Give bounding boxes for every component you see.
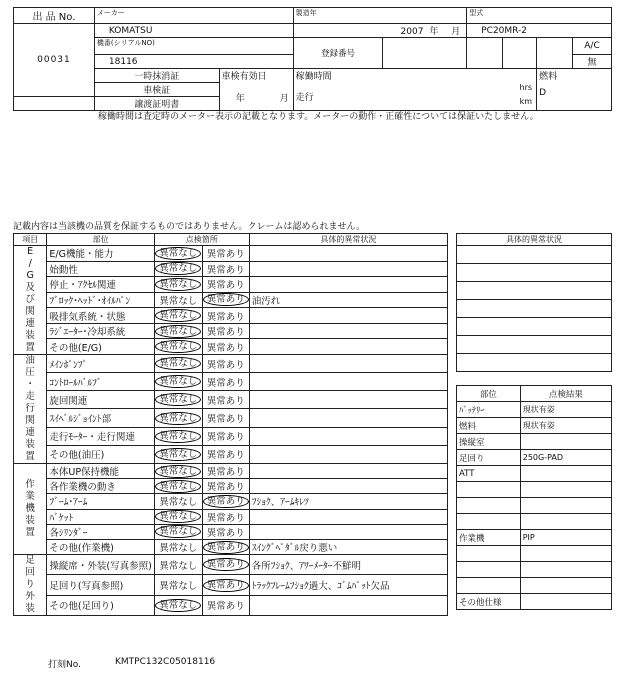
option-abnormal[interactable]: 異常あり <box>206 280 245 292</box>
category-char: 機 <box>25 503 35 515</box>
table-row <box>14 539 448 554</box>
result-part: 作業機 <box>457 530 521 546</box>
option-abnormal[interactable]: 異常あり <box>206 377 245 389</box>
category-char: 置 <box>25 451 35 462</box>
table-row <box>14 373 448 391</box>
option-cell-normal <box>154 595 202 615</box>
reg-cell-2 <box>467 38 503 69</box>
option-normal[interactable]: 異常なし <box>155 325 201 338</box>
option-cell-abnormal <box>202 355 249 373</box>
result-part <box>457 546 521 562</box>
side-detail-row <box>457 246 612 264</box>
lot-label: 出 品 No. <box>14 8 95 24</box>
option-abnormal[interactable]: 異常あり <box>206 359 245 371</box>
option-normal[interactable]: 異常なし <box>159 543 198 555</box>
part-cell: ﾌﾞｰﾑ･ｱｰﾑ <box>47 494 154 509</box>
option-abnormal[interactable]: 異常あり <box>206 467 245 479</box>
option-cell-normal <box>154 246 202 262</box>
table-row <box>14 524 448 539</box>
serial-value: 18116 <box>94 55 293 69</box>
year-field <box>293 24 467 38</box>
result-header-result: 点検結果 <box>520 386 611 402</box>
part-cell: その他(足回り) <box>47 595 154 615</box>
option-normal[interactable]: 異常なし <box>155 480 201 493</box>
category-char: 連 <box>25 427 35 438</box>
detail-cell <box>249 261 447 277</box>
detail-cell <box>249 391 447 409</box>
part-cell: その他(作業機) <box>47 539 154 554</box>
table-row <box>14 427 448 445</box>
option-cell-normal <box>154 575 202 595</box>
option-normal[interactable]: 異常なし <box>155 525 201 538</box>
side-detail-row <box>457 264 612 282</box>
table-row <box>14 391 448 409</box>
option-normal[interactable]: 異常なし <box>155 599 201 612</box>
inspection-table <box>13 233 448 616</box>
option-cell-normal <box>154 391 202 409</box>
side-detail-row <box>457 354 612 372</box>
side-detail-cell <box>457 300 612 318</box>
category-cell <box>14 355 47 464</box>
detail-cell: 各所ﾌｼｮｸ、ｱﾜｰﾒｰﾀｰ不鮮明 <box>249 555 447 575</box>
fuel-field <box>537 69 612 111</box>
inspection-label: 車検有効日 <box>221 72 267 82</box>
option-normal[interactable]: 異常なし <box>159 581 198 593</box>
header-part: 部位 <box>47 234 154 246</box>
table-row <box>14 246 448 262</box>
side-detail-cell <box>457 336 612 354</box>
option-abnormal[interactable]: 異常あり <box>206 512 245 524</box>
option-normal[interactable]: 異常なし <box>155 448 201 461</box>
hours-label: 稼働時間 <box>295 72 332 82</box>
option-normal[interactable]: 異常なし <box>155 262 201 275</box>
option-cell-abnormal <box>202 323 249 339</box>
option-cell-normal <box>154 355 202 373</box>
category-cell <box>14 555 47 616</box>
result-row <box>457 482 612 498</box>
category-cell <box>14 246 47 355</box>
option-normal[interactable]: 異常なし <box>159 295 198 307</box>
result-value <box>520 578 611 594</box>
option-cell-normal <box>154 494 202 509</box>
option-cell-normal <box>154 323 202 339</box>
side-detail-row <box>457 336 612 354</box>
result-row <box>457 546 612 562</box>
km-unit: km <box>519 97 533 106</box>
category-char: び <box>25 294 35 305</box>
maker-value: KOMATSU <box>94 24 293 38</box>
temp-reg-label: 一時抹消証 <box>94 69 219 83</box>
result-row <box>457 578 612 594</box>
detail-cell <box>249 409 447 427</box>
result-part: その他仕様 <box>457 594 521 610</box>
result-part: 足回り <box>457 450 521 466</box>
detail-cell: 油汚れ <box>249 292 447 308</box>
option-cell-normal <box>154 479 202 494</box>
option-abnormal[interactable]: 異常あり <box>203 293 249 306</box>
option-normal[interactable]: 異常なし <box>155 357 201 370</box>
side-detail-table <box>456 233 612 372</box>
result-row <box>457 450 612 466</box>
option-abnormal[interactable]: 異常あり <box>203 579 249 592</box>
part-cell: 足回り(写真参照) <box>47 575 154 595</box>
result-part: ﾊﾞｯﾃﾘｰ <box>457 402 521 418</box>
table-row <box>14 494 448 509</box>
stamp-value: KMTPC132C05018116 <box>115 657 216 667</box>
option-abnormal[interactable]: 異常あり <box>206 264 245 276</box>
option-cell-normal <box>154 339 202 355</box>
year-value: 2007 <box>400 27 424 37</box>
detail-cell <box>249 595 447 615</box>
result-row <box>457 466 612 482</box>
option-cell-normal <box>154 261 202 277</box>
option-abnormal[interactable]: 異常あり <box>203 495 249 508</box>
table-row <box>14 277 448 293</box>
month-unit: 月 <box>451 27 461 37</box>
part-cell: ｺﾝﾄﾛｰﾙﾊﾞﾙﾌﾞ <box>47 373 154 391</box>
detail-cell: ﾄﾗｯｸﾌﾚｰﾑﾌｼｮｸ過大、ｺﾞﾑﾊﾟｯﾄ欠品 <box>249 575 447 595</box>
result-value <box>520 562 611 578</box>
result-row <box>457 418 612 434</box>
category-char: 作 <box>25 479 35 491</box>
detail-cell <box>249 308 447 324</box>
result-value: 現状有姿 <box>520 402 611 418</box>
fuel-label: 燃料 <box>539 72 558 82</box>
detail-cell <box>249 246 447 262</box>
part-cell: ﾒｲﾝﾎﾟﾝﾌﾟ <box>47 355 154 373</box>
detail-cell <box>249 277 447 293</box>
reg-cell-1 <box>383 38 467 69</box>
category-char: 連 <box>25 318 35 329</box>
category-char: 走 <box>25 391 35 402</box>
category-char: 置 <box>25 342 35 353</box>
table-row <box>14 555 448 575</box>
option-abnormal[interactable]: 異常あり <box>203 541 249 554</box>
option-abnormal[interactable]: 異常あり <box>206 311 245 323</box>
result-value <box>520 594 611 610</box>
option-cell-normal <box>154 555 202 575</box>
option-cell-abnormal <box>202 595 249 615</box>
detail-cell <box>249 445 447 463</box>
vehicle-info-table <box>13 7 612 111</box>
option-cell-abnormal <box>202 246 249 262</box>
model-label: 型式 <box>469 9 484 17</box>
result-row <box>457 434 612 450</box>
category-char: 圧 <box>25 367 35 378</box>
table-row <box>14 323 448 339</box>
option-cell-abnormal <box>202 373 249 391</box>
result-value <box>520 514 611 530</box>
detail-cell <box>249 339 447 355</box>
category-char: 関 <box>25 306 35 317</box>
option-cell-normal <box>154 509 202 524</box>
detail-cell <box>249 323 447 339</box>
part-cell: 操縦席・外装(写真参照) <box>47 555 154 575</box>
option-normal[interactable]: 異常なし <box>155 309 201 322</box>
category-char: 回 <box>25 567 35 579</box>
inspection-month-unit: 月 <box>279 94 289 104</box>
option-cell-normal <box>154 292 202 308</box>
option-cell-normal <box>154 373 202 391</box>
table-row <box>14 261 448 277</box>
category-char: 装 <box>25 603 35 615</box>
result-row <box>457 498 612 514</box>
option-cell-abnormal <box>202 464 249 479</box>
side-detail-cell <box>457 282 612 300</box>
option-abnormal[interactable]: 異常あり <box>206 342 245 354</box>
option-abnormal[interactable]: 異常あり <box>206 527 245 539</box>
result-part: ATT <box>457 466 521 482</box>
option-abnormal[interactable]: 異常あり <box>206 482 245 494</box>
category-char: 行 <box>25 403 35 414</box>
option-cell-abnormal <box>202 391 249 409</box>
part-cell: ｽｲﾍﾞﾙｼﾞｮｲﾝﾄ部 <box>47 409 154 427</box>
side-detail-cell <box>457 318 612 336</box>
part-cell: その他(油圧) <box>47 445 154 463</box>
option-cell-normal <box>154 277 202 293</box>
option-normal[interactable]: 異常なし <box>155 375 201 388</box>
option-cell-normal <box>154 445 202 463</box>
table-row <box>14 308 448 324</box>
result-row <box>457 594 612 610</box>
year-label: 製造年 <box>295 9 317 17</box>
option-normal[interactable]: 異常なし <box>155 278 201 291</box>
reg-label: 登録番号 <box>293 38 383 69</box>
table-row <box>14 464 448 479</box>
option-cell-normal <box>154 524 202 539</box>
option-cell-abnormal <box>202 575 249 595</box>
category-char: り <box>25 579 35 591</box>
part-cell: 各ｼﾘﾝﾀﾞｰ <box>47 524 154 539</box>
option-cell-abnormal <box>202 277 249 293</box>
option-abnormal[interactable]: 異常あり <box>203 558 249 571</box>
table-row <box>14 575 448 595</box>
detail-cell: ｽｲﾝｸﾞﾍﾟﾀﾞﾙ戻り悪い <box>249 539 447 554</box>
option-normal[interactable]: 異常なし <box>155 510 201 523</box>
travel-label: 走行 <box>295 93 314 103</box>
table-row <box>14 479 448 494</box>
part-cell: ﾗｼﾞｴｰﾀｰ･冷却系統 <box>47 323 154 339</box>
result-part <box>457 482 521 498</box>
reg-cell-4 <box>537 38 573 69</box>
detail-cell <box>249 355 447 373</box>
option-normal[interactable]: 異常なし <box>155 465 201 478</box>
disclaimer-note: 記載内容は当該機の品質を保証するものではありません。クレームは認められません。 <box>13 222 366 232</box>
part-cell: 吸排気系統・状態 <box>47 308 154 324</box>
detail-cell <box>249 427 447 445</box>
year-unit: 年 <box>429 27 439 37</box>
side-detail-header: 具体的異常状況 <box>457 234 612 246</box>
category-char: E <box>27 246 34 257</box>
inspection-field <box>219 69 293 111</box>
category-char: 装 <box>25 330 35 341</box>
option-cell-abnormal <box>202 539 249 554</box>
option-normal[interactable]: 異常なし <box>155 340 201 353</box>
option-cell-abnormal <box>202 308 249 324</box>
result-value <box>520 434 611 450</box>
vehicle-cert-label: 車検証 <box>94 83 219 97</box>
detail-cell: ﾌｼｮｸ、ｱｰﾑｷﾚﾂ <box>249 494 447 509</box>
category-char: 及 <box>25 282 35 293</box>
result-header-part: 部位 <box>457 386 521 402</box>
part-cell: その他(E/G) <box>47 339 154 355</box>
option-cell-abnormal <box>202 445 249 463</box>
side-detail-row <box>457 318 612 336</box>
detail-cell <box>249 509 447 524</box>
transfer-cert-label: 譲渡証明書 <box>94 97 219 111</box>
table-row <box>14 509 448 524</box>
result-value <box>520 466 611 482</box>
option-normal[interactable]: 異常なし <box>159 560 198 572</box>
category-char: 装 <box>25 439 35 450</box>
table-row <box>14 445 448 463</box>
model-value: PC20MR-2 <box>467 24 612 38</box>
detail-cell <box>249 373 447 391</box>
table-row <box>14 292 448 308</box>
option-cell-abnormal <box>202 427 249 445</box>
category-char: 外 <box>25 591 35 603</box>
category-char: G <box>26 270 34 281</box>
result-value: PIP <box>520 530 611 546</box>
table-row <box>14 355 448 373</box>
table-row <box>14 595 448 615</box>
category-char: 業 <box>25 491 35 503</box>
detail-cell <box>249 464 447 479</box>
option-normal[interactable]: 異常なし <box>155 430 201 443</box>
result-part: 燃料 <box>457 418 521 434</box>
side-detail-cell <box>457 264 612 282</box>
option-cell-abnormal <box>202 494 249 509</box>
option-cell-abnormal <box>202 509 249 524</box>
header-check: 点検箇所 <box>154 234 249 246</box>
option-abnormal[interactable]: 異常あり <box>206 601 245 613</box>
result-row <box>457 530 612 546</box>
part-cell: 走行ﾓｰﾀｰ・走行関連 <box>47 427 154 445</box>
side-detail-cell <box>457 246 612 264</box>
option-cell-abnormal <box>202 409 249 427</box>
category-char: 置 <box>25 527 35 539</box>
lot-bottom-cell <box>14 97 95 111</box>
option-abnormal[interactable]: 異常あり <box>206 249 245 261</box>
hours-unit: hrs <box>519 83 533 92</box>
option-abnormal[interactable]: 異常あり <box>206 450 245 462</box>
option-normal[interactable]: 異常なし <box>155 393 201 406</box>
side-detail-row <box>457 300 612 318</box>
part-cell: 停止・ｱｸｾﾙ関連 <box>47 277 154 293</box>
option-cell-abnormal <box>202 261 249 277</box>
header-item: 項目 <box>14 234 47 246</box>
ac-value: 無 <box>573 55 612 69</box>
option-abnormal[interactable]: 異常あり <box>206 414 245 426</box>
fuel-value: D <box>539 88 547 98</box>
result-part <box>457 514 521 530</box>
result-value: 250G-PAD <box>520 450 611 466</box>
part-cell: ﾊﾞｹｯﾄ <box>47 509 154 524</box>
table-row <box>14 339 448 355</box>
ac-label: A/C <box>573 38 612 55</box>
part-cell: E/G機能・能力 <box>47 246 154 262</box>
result-part <box>457 498 521 514</box>
option-cell-abnormal <box>202 339 249 355</box>
stamp-label: 打刻No. <box>48 660 81 670</box>
table-row <box>14 409 448 427</box>
part-cell: 旋回関連 <box>47 391 154 409</box>
detail-cell <box>249 479 447 494</box>
option-abnormal[interactable]: 異常あり <box>206 395 245 407</box>
side-detail-cell <box>457 354 612 372</box>
part-cell: 各作業機の動き <box>47 479 154 494</box>
option-cell-normal <box>154 308 202 324</box>
option-cell-normal <box>154 539 202 554</box>
reg-cell-3 <box>503 38 537 69</box>
option-abnormal[interactable]: 異常あり <box>206 432 245 444</box>
part-cell: 始動性 <box>47 261 154 277</box>
result-value <box>520 498 611 514</box>
result-row <box>457 562 612 578</box>
option-normal[interactable]: 異常なし <box>155 412 201 425</box>
result-part: 操縦室 <box>457 434 521 450</box>
meter-note: 稼働時間は査定時のメーター表示の記載となります。メーターの動作・正確性については保証いたしません。 <box>98 112 539 122</box>
option-normal[interactable]: 異常なし <box>155 247 201 260</box>
result-value <box>520 546 611 562</box>
part-cell: 本体UP保持機能 <box>47 464 154 479</box>
lot-number: 00031 <box>14 24 95 97</box>
header-detail: 具体的異常状況 <box>249 234 447 246</box>
category-char: 油 <box>25 355 35 366</box>
result-part <box>457 562 521 578</box>
category-char: 装 <box>25 515 35 527</box>
category-char: 関 <box>25 415 35 426</box>
option-cell-normal <box>154 427 202 445</box>
result-value <box>520 482 611 498</box>
result-part <box>457 578 521 594</box>
serial-label: 機番(シリアルNO) <box>96 39 155 47</box>
option-cell-abnormal <box>202 292 249 308</box>
result-row <box>457 402 612 418</box>
side-detail-row <box>457 282 612 300</box>
option-cell-abnormal <box>202 524 249 539</box>
option-cell-abnormal <box>202 555 249 575</box>
option-abnormal[interactable]: 異常あり <box>206 327 245 339</box>
inspection-year-unit: 年 <box>235 94 245 104</box>
category-char: 足 <box>25 555 35 567</box>
option-cell-abnormal <box>202 479 249 494</box>
result-table <box>456 385 612 610</box>
category-char: / <box>28 258 32 269</box>
part-cell: ﾌﾞﾛｯｸ･ﾍｯﾄﾞ･ｵｲﾙﾊﾟﾝ <box>47 292 154 308</box>
result-row <box>457 514 612 530</box>
detail-cell <box>249 524 447 539</box>
option-cell-normal <box>154 409 202 427</box>
option-cell-normal <box>154 464 202 479</box>
hours-travel-field <box>293 69 536 111</box>
maker-label: メーカー <box>96 9 125 17</box>
category-char: ・ <box>25 379 35 390</box>
category-cell <box>14 464 47 555</box>
option-normal[interactable]: 異常なし <box>159 497 198 509</box>
result-value: 現状有姿 <box>520 418 611 434</box>
